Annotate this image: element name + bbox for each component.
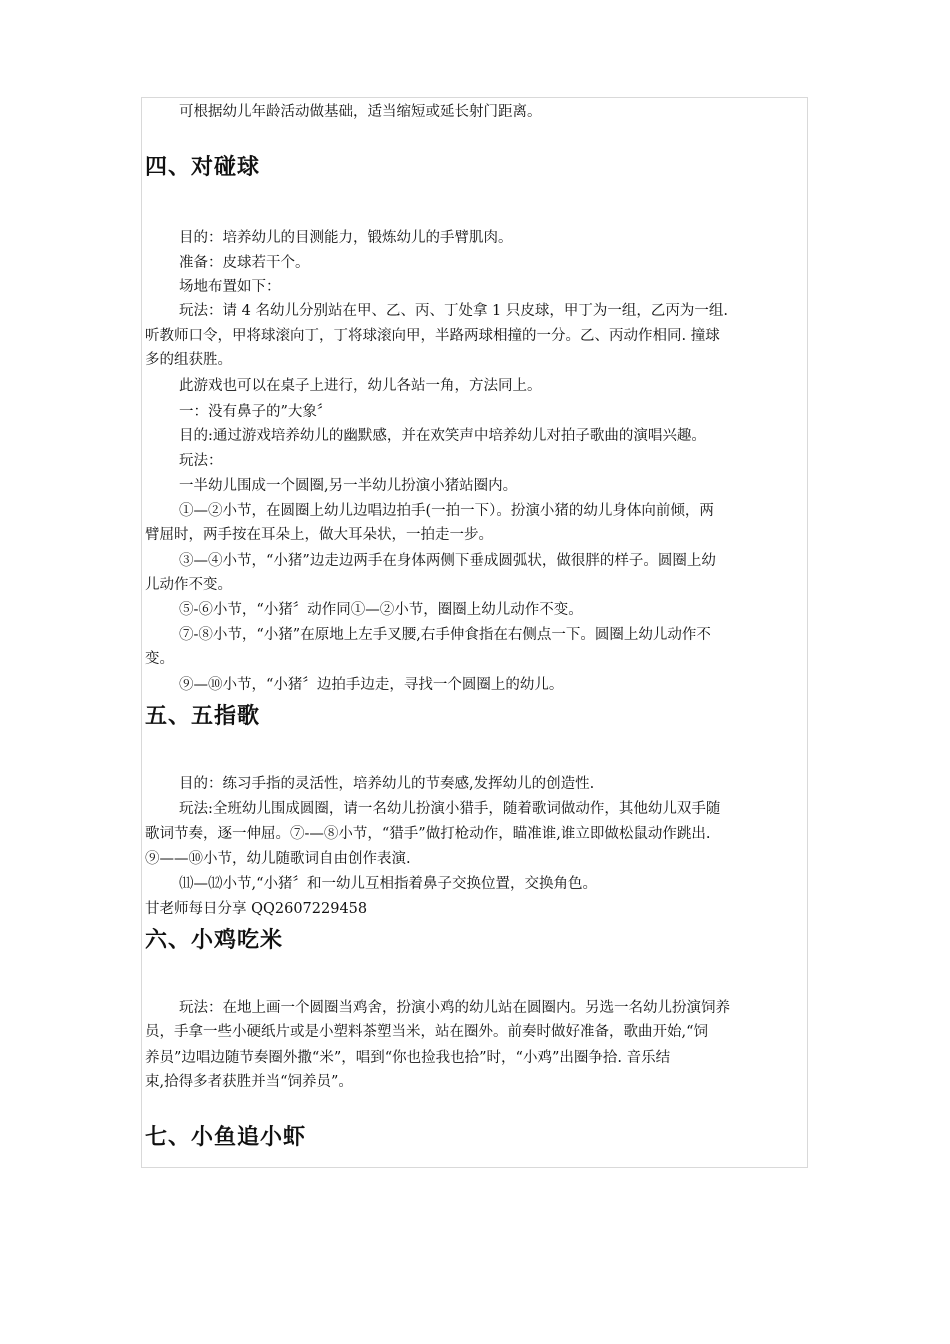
paragraph: 可根据幼儿年龄活动做基础，适当缩短或延长射门距离。 [179, 104, 542, 120]
paragraph: 玩法： [179, 453, 223, 469]
paragraph: 儿动作不变。 [145, 577, 232, 593]
section-heading-7: 七、小鱼追小虾 [145, 1125, 307, 1150]
section-heading-6: 六、小鸡吃米 [145, 928, 284, 953]
paragraph: 准备：皮球若干个。 [179, 255, 310, 271]
paragraph: ⑨—⑩小节，“小猪〞边拍手边走，寻找一个圆圈上的幼儿。 [179, 677, 564, 693]
paragraph: ⑤-⑥小节，“小猪〞动作同①—②小节，圈圈上幼儿动作不变。 [179, 602, 583, 618]
paragraph: 养员”边唱边随节奏圈外撒“米”，唱到“你也捡我也拾”时，“小鸡”出圈争拾. 音乐结 [145, 1050, 671, 1066]
paragraph: 目的：练习手指的灵活性，培养幼儿的节奏感,发挥幼儿的创造性. [179, 776, 595, 792]
paragraph: 听教师口令，甲将球滚向丁，丁将球滚向甲，半路两球相撞的一分。乙、丙动作相同. 撞球 [145, 328, 720, 344]
paragraph: ①—②小节，在圆圈上幼儿边唱边拍手(一拍一下）。扮演小猪的幼儿身体向前倾，两 [179, 503, 714, 519]
share-note: 甘老师每日分享 QQ2607229458 [145, 901, 368, 917]
paragraph: 玩法:全班幼儿围成圆圈，请一名幼儿扮演小猎手，随着歌词做动作，其他幼儿双手随 [179, 801, 721, 817]
paragraph: 此游戏也可以在桌子上进行，幼儿各站一角，方法同上。 [179, 378, 542, 394]
paragraph: 场地布置如下： [179, 279, 281, 295]
paragraph: 员，手拿一些小硬纸片或是小塑料茶塑当米，站在圈外。前奏时做好准备，歌曲开始,“饲 [145, 1024, 709, 1040]
paragraph: ③—④小节，“小猪”边走边两手在身体两侧下垂成圆弧状，做很胖的样子。圆圈上幼 [179, 553, 716, 569]
section-heading-5: 五、五指歌 [145, 704, 261, 729]
paragraph: ⑾—⑿小节,“小猪〞和一幼儿互相指着鼻子交换位置，交换角色。 [179, 876, 598, 892]
paragraph: 目的:通过游戏培养幼儿的幽默感，并在欢笑声中培养幼儿对拍子歌曲的演唱兴趣。 [179, 428, 706, 444]
paragraph: ⑦-⑧小节，“小猪”在原地上左手叉腰,右手伸食指在右侧点一下。圆圈上幼儿动作不 [179, 627, 711, 643]
paragraph: ⑨——⑩小节，幼儿随歌词自由创作表演. [145, 851, 411, 867]
paragraph: 多的组获胜。 [145, 352, 232, 368]
paragraph: 玩法：在地上画一个圆圈当鸡舍，扮演小鸡的幼儿站在圆圈内。另选一名幼儿扮演饲养 [179, 1000, 730, 1016]
paragraph: 一：没有鼻子的”大象〞 [179, 404, 332, 420]
paragraph: 玩法：请 4 名幼儿分别站在甲、乙、丙、丁处拿 1 只皮球，甲丁为一组，乙丙为一组. [179, 303, 728, 319]
paragraph: 一半幼儿围成一个圆圈,另一半幼儿扮演小猪站圈内。 [179, 478, 518, 494]
paragraph: 歌词节奏，逐一伸屈。⑦-—⑧小节，“猎手”做打枪动作，瞄准谁,谁立即做松鼠动作跳出. [145, 826, 711, 842]
section-heading-4: 四、对碰球 [145, 155, 261, 180]
paragraph: 目的：培养幼儿的目测能力，锻炼幼儿的手臂肌肉。 [179, 230, 513, 246]
paragraph: 变。 [145, 651, 174, 667]
paragraph: 臂屈时，两手按在耳朵上，做大耳朵状，一拍走一步。 [145, 527, 493, 543]
paragraph: 束,拾得多者获胜并当“饲养员”。 [145, 1074, 353, 1090]
